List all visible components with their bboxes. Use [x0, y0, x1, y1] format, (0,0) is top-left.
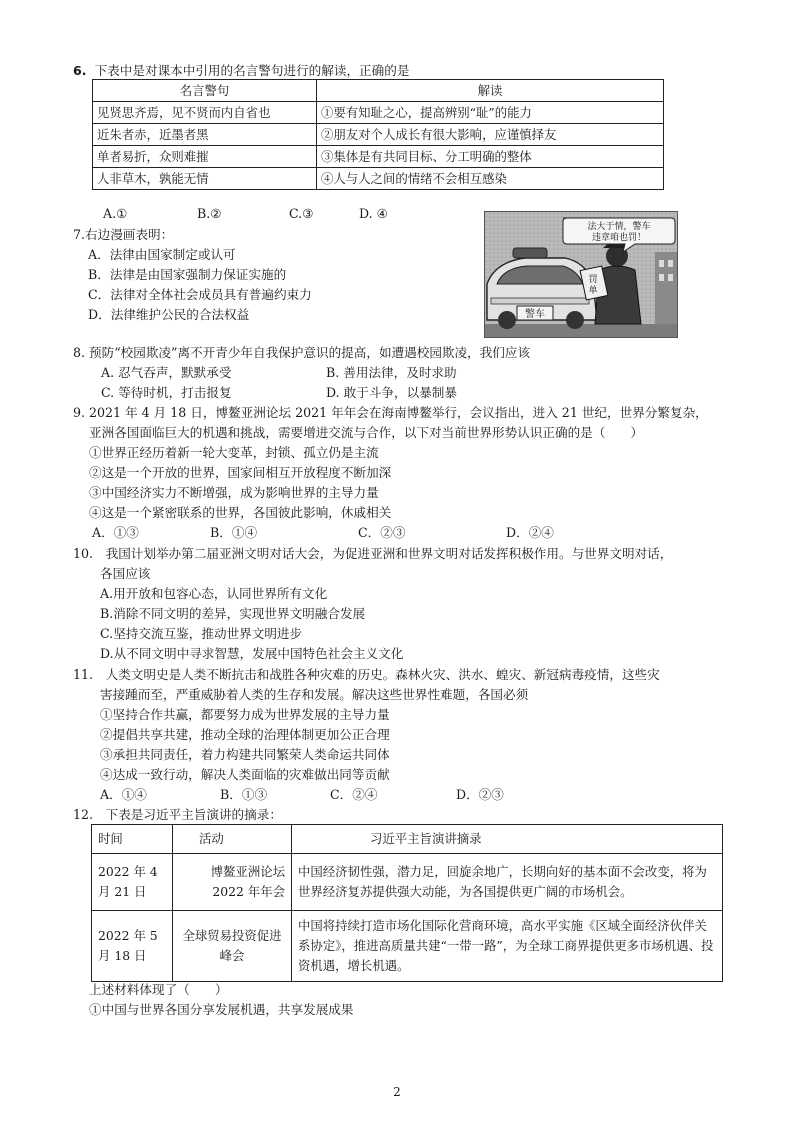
q11-item-2: ②提倡共享共建，推动全球的治理体制更加公正合理 [100, 727, 390, 742]
q12-after: 上述材料体现了（ ） [89, 982, 228, 997]
speech-line-1: 法大于情，警车 [587, 222, 651, 232]
q6-header-interpretation: 解读 [317, 80, 664, 102]
q12-header-activity-text: 活动 [199, 831, 224, 846]
q10-option-c: C.坚持交流互鉴，推动世界文明进步 [100, 626, 303, 641]
law-cartoon-image [484, 211, 678, 338]
q12-stem: 12. 下表是习近平主旨演讲的摘录： [73, 807, 282, 822]
q9-line-2: 亚洲各国面临巨大的机遇和挑战，需要增进交流与合作，以下对当前世界形势认识正确的是（ ） [89, 425, 644, 440]
q11-option-b: B．①③ [220, 787, 268, 802]
q7-option-c: C．法律对全体社会成员具有普遍约束力 [88, 287, 312, 302]
q11-option-a: A．①④ [100, 787, 147, 802]
q12-table-header [92, 825, 723, 854]
page-number: 2 [393, 1085, 401, 1099]
q7-option-b: B．法律是由国家强制力保证实施的 [88, 267, 287, 282]
q9-option-d: D．②④ [506, 525, 554, 540]
q12-row1-activity: 博鳌亚洲论坛 2022 年年会 [173, 854, 292, 911]
q12-row1-excerpt: 中国经济韧性强，潜力足，回旋余地广，长期向好的基本面不会改变，将为世界经济复苏提供强大动能，为各国提供更广阔的市场机会。 [292, 854, 723, 911]
q6-option-a: A.① [103, 206, 128, 221]
q9-item-4: ④这是一个紧密联系的世界，各国彼此影响，休戚相关 [89, 505, 392, 520]
q9-line-1: 9. 2021 年 4 月 18 日，博鳌亚洲论坛 2021 年年会在海南博鳌举行，会议指出，进入 21 世纪，世界分繁复杂， [73, 405, 708, 420]
q6-option-d: D. ④ [359, 206, 388, 221]
table-row [93, 146, 664, 168]
q12-row2-time: 2022 年 5 月 18 日 [92, 911, 173, 982]
q6-cell: 单者易折，众则难摧 [93, 146, 317, 168]
q11-item-4: ④达成一致行动，解决人类面临的灾难做出同等贡献 [100, 767, 390, 782]
q7-stem: 7.右边漫画表明： [73, 227, 174, 242]
ticket-text-1: 罚 [588, 275, 598, 285]
q7-option-d: D．法律维护公民的合法权益 [88, 307, 250, 322]
q11-item-3: ③承担共同责任，着力构建共同繁荣人类命运共同体 [100, 747, 390, 762]
q11-line-1: 11. 人类文明史是人类不断抗击和战胜各种灾难的历史。森林火灾、洪水、蝗灾、新冠病毒疫情，这些灾 [73, 667, 660, 682]
q6-cell: ③集体是有共同目标、分工明确的整体 [317, 146, 664, 168]
q6-cell: 人非草木，孰能无情 [93, 168, 317, 190]
q9-option-b: B．①④ [210, 525, 258, 540]
table-row [92, 854, 723, 911]
q8-option-b: B. 善用法律，及时求助 [326, 365, 457, 380]
q12-header-time: 时间 [92, 825, 173, 854]
q11-option-c: C．②④ [330, 787, 378, 802]
q12-item-1: ①中国与世界各国分享发展机遇，共享发展成果 [89, 1002, 354, 1017]
q8-option-a: A. 忍气吞声，默默承受 [101, 365, 232, 380]
ticket-text-2: 单 [588, 286, 598, 296]
q10-line-1: 10. 我国计划举办第二届亚洲文明对话大会，为促进亚洲和世界文明对话发挥积极作用。与世界文明对话， [73, 546, 673, 561]
q12-row2-excerpt: 中国将持续打造市场化国际化营商环境，高水平实施《区域全面经济伙伴关系协定》，推进高质量共建“一带一路”，为全球工商界提供更多市场机遇、投资机遇，增长机遇。 [292, 911, 723, 982]
q6-option-c: C.③ [289, 206, 314, 221]
q6-cell: ④人与人之间的情绪不会相互感染 [317, 168, 664, 190]
q9-item-3: ③中国经济实力不断增强，成为影响世界的主导力量 [89, 485, 379, 500]
q6-table [92, 79, 664, 190]
cartoon-drawing [485, 212, 677, 337]
q10-option-d: D.从不同文明中寻求智慧，发展中国特色社会主义文化 [100, 646, 404, 661]
q8-option-c: C. 等待时机，打击报复 [101, 385, 232, 400]
q6-cell: 近朱者赤，近墨者黑 [93, 124, 317, 146]
q6-table-header [93, 80, 664, 102]
speech-line-2: 违章咱也罚！ [591, 233, 647, 243]
car-label: 警车 [525, 309, 545, 320]
q12-table [91, 824, 723, 982]
table-row [92, 911, 723, 982]
q7-option-a: A．法律由国家制定或认可 [88, 247, 236, 262]
q9-item-1: ①世界正经历着新一轮大变革，封锁、孤立仍是主流 [89, 445, 379, 460]
q11-item-1: ①坚持合作共赢，都要努力成为世界发展的主导力量 [100, 707, 390, 722]
q8-stem: 8. 预防“校园欺凌”离不开青少年自我保护意识的提高，如遭遇校园欺凌，我们应该 [73, 345, 531, 360]
q6-stem-text: 下表中是对课本中引用的名言警句进行的解读，正确的是 [94, 63, 410, 78]
q9-option-a: A．①③ [92, 525, 139, 540]
q10-option-b: B.消除不同文明的差异，实现世界文明融合发展 [100, 606, 366, 621]
q6-cell: ①要有知耻之心，提高辨别“耻”的能力 [317, 102, 664, 124]
q12-header-excerpt-text: 习近平主旨演讲摘录 [370, 831, 482, 846]
q12-header-activity [173, 825, 292, 854]
q12-row2-activity: 全球贸易投资促进峰会 [173, 911, 292, 982]
table-row [93, 168, 664, 190]
q9-item-2: ②这是一个开放的世界，国家间相互开放程度不断加深 [89, 465, 392, 480]
q9-option-c: C．②③ [358, 525, 406, 540]
q6-header-quote: 名言警句 [93, 80, 317, 102]
q12-row1-time: 2022 年 4 月 21 日 [92, 854, 173, 911]
table-row [93, 124, 664, 146]
q8-option-d: D. 敢于斗争，以暴制暴 [326, 385, 457, 400]
q6-stem [73, 62, 409, 80]
table-row [93, 102, 664, 124]
q6-cell: ②朋友对个人成长有很大影响，应谨慎择友 [317, 124, 664, 146]
q10-option-a: A.用开放和包容心态，认同世界所有文化 [100, 586, 328, 601]
q6-option-b: B.② [197, 206, 222, 221]
q11-line-2: 害接踵而至，严重威胁着人类的生存和发展。解决这些世界性难题，各国必须 [100, 687, 529, 702]
q10-line-2: 各国应该 [100, 566, 151, 581]
q11-option-d: D．②③ [456, 787, 504, 802]
q6-cell: 见贤思齐焉，见不贤而内自省也 [93, 102, 317, 124]
q12-header-excerpt [292, 825, 723, 854]
q6-number: 6. [73, 63, 87, 78]
